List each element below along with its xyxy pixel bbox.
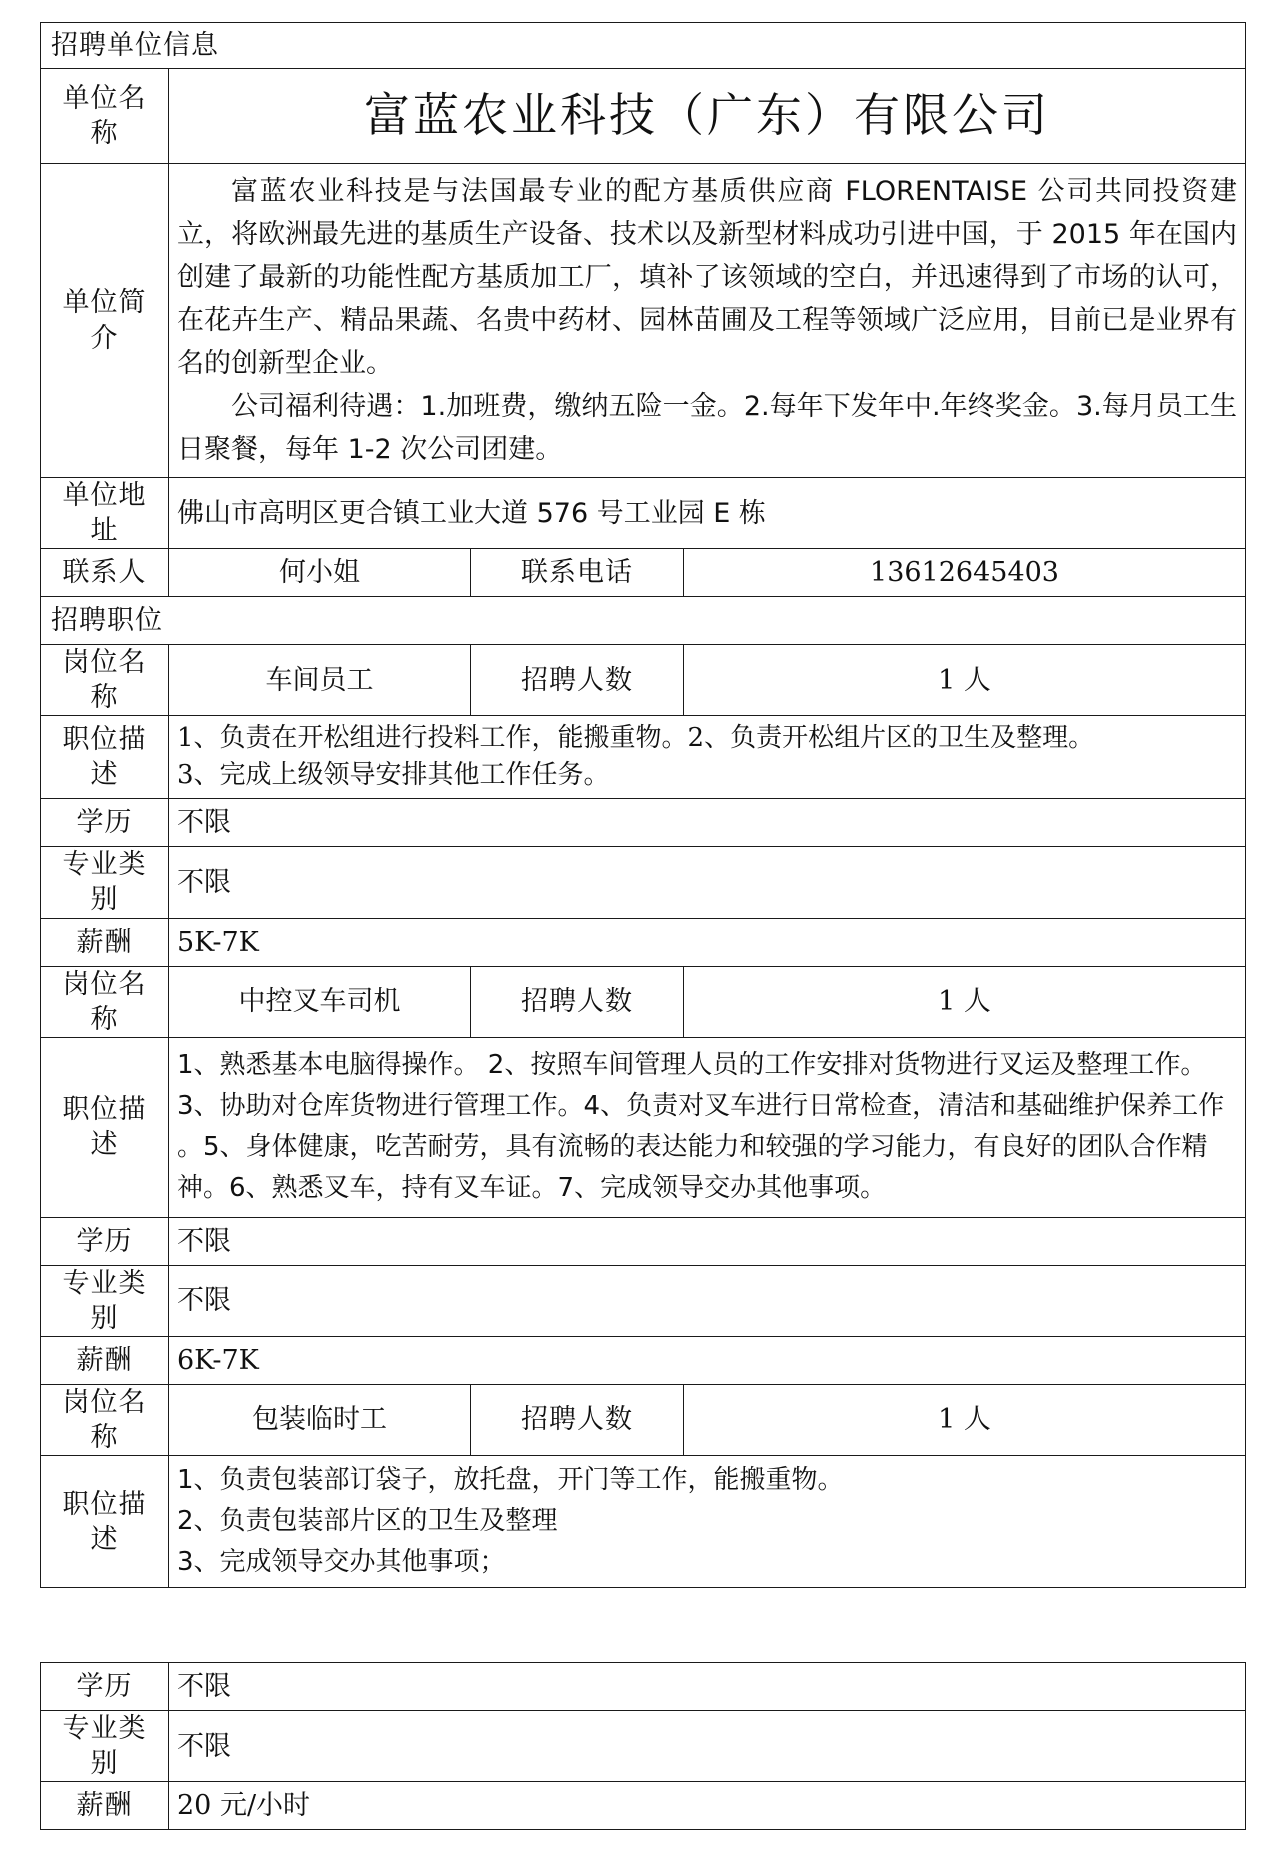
position-2-education: 不限 [169,1217,1246,1265]
position-3-description [169,1456,1246,1588]
position-3-major-row [41,1711,1246,1782]
position-3-description-line: 3、完成领导交办其他事项； [177,1547,506,1578]
salary-label: 薪酬 [41,1782,169,1830]
description-label: 职位描述 [41,716,169,799]
position-2-name: 中控叉车司机 [169,966,471,1037]
company-intro-label: 单位简介 [41,164,169,478]
contact-phone: 13612645403 [684,549,1246,597]
salary-label: 薪酬 [41,1336,169,1384]
position-2-salary-row [41,1336,1246,1384]
position-2-headcount: 1 人 [684,966,1246,1037]
position-3-description-row [41,1456,1246,1588]
contact-name: 何小姐 [169,549,471,597]
position-1-description-line: 3、完成上级领导安排其他工作任务。 [177,760,610,791]
company-name-row [41,69,1246,164]
position-1-description-row [41,716,1246,799]
major-label: 专业类别 [41,1265,169,1336]
position-1-major-row [41,847,1246,918]
headcount-label: 招聘人数 [471,645,684,716]
major-label: 专业类别 [41,847,169,918]
position-3-salary-row [41,1782,1246,1830]
education-label: 学历 [41,1217,169,1265]
position-name-label: 岗位名称 [41,1384,169,1455]
position-1-name: 车间员工 [169,645,471,716]
position-1-description-line: 1、负责在开松组进行投料工作，能搬重物。2、负责开松组片区的卫生及整理。 [177,723,1095,754]
salary-label: 薪酬 [41,918,169,966]
position-2-description-row [41,1037,1246,1217]
education-label: 学历 [41,799,169,847]
company-address-label: 单位地址 [41,478,169,549]
position-2-major-row [41,1265,1246,1336]
description-label: 职位描述 [41,1456,169,1588]
company-intro-paragraph: 富蓝农业科技是与法国最专业的配方基质供应商 FLORENTAISE 公司共同投资建立，将欧洲最先进的基质生产设备、技术以及新型材料成功引进中国，于 2015 年在国内创建了最新的功能性配方基质加工厂，填补了该领域的空白，并迅速得到了市场的认可，在花卉生产、精品果蔬、名贵中药材、园林苗圃及工程等领域广泛应用，目前已是业界有名的创新型企业。 [177,176,1237,379]
position-2-salary: 6K-7K [169,1336,1246,1384]
position-name-label: 岗位名称 [41,966,169,1037]
description-label: 职位描述 [41,1037,169,1217]
company-benefits-paragraph: 公司福利待遇：1.加班费，缴纳五险一金。2.每年下发年中.年终奖金。3.每月员工生日聚餐，每年 1-2 次公司团建。 [177,391,1237,465]
position-2-major: 不限 [169,1265,1246,1336]
company-section-row [41,23,1246,69]
headcount-label: 招聘人数 [471,966,684,1037]
positions-section-title: 招聘职位 [41,597,1246,645]
positions-section-row [41,597,1246,645]
company-name: 富蓝农业科技（广东）有限公司 [169,69,1246,164]
position-1-description [169,716,1246,799]
position-3-major: 不限 [169,1711,1246,1782]
position-3-description-line: 2、负责包装部片区的卫生及整理 [177,1506,558,1537]
position-3-education-row [41,1663,1246,1711]
position-3-header-row [41,1384,1246,1455]
position-2-education-row [41,1217,1246,1265]
position-1-headcount: 1 人 [684,645,1246,716]
position-1-education: 不限 [169,799,1246,847]
position-2-description: 1、熟悉基本电脑得操作。 2、按照车间管理人员的工作安排对货物进行叉运及整理工作。 3、协助对仓库货物进行管理工作。4、负责对叉车进行日常检查，清洁和基础维护保养工作 。5、身体健康，吃苦耐劳，具有流畅的表达能力和较强的学习能力，有良好的团队合作精神。6、熟悉叉车，持有叉车证。7、完成领导交办其他事项。 [169,1037,1246,1217]
position-3-salary: 20 元/小时 [169,1782,1246,1830]
recruitment-table-continued [40,1662,1246,1830]
recruitment-table [40,22,1246,1588]
company-section-title: 招聘单位信息 [41,23,1246,69]
position-1-major: 不限 [169,847,1246,918]
position-3-headcount: 1 人 [684,1384,1246,1455]
position-1-salary-row [41,918,1246,966]
company-address: 佛山市高明区更合镇工业大道 576 号工业园 E 栋 [169,478,1246,549]
position-3-name: 包装临时工 [169,1384,471,1455]
contact-label: 联系人 [41,549,169,597]
position-2-header-row [41,966,1246,1037]
phone-label: 联系电话 [471,549,684,597]
major-label: 专业类别 [41,1711,169,1782]
position-3-description-line: 1、负责包装部订袋子，放托盘，开门等工作，能搬重物。 [177,1465,844,1496]
position-name-label: 岗位名称 [41,645,169,716]
position-1-education-row [41,799,1246,847]
company-name-label: 单位名称 [41,69,169,164]
contact-row [41,549,1246,597]
company-intro [169,164,1246,478]
education-label: 学历 [41,1663,169,1711]
company-intro-row [41,164,1246,478]
position-1-salary: 5K-7K [169,918,1246,966]
position-1-header-row [41,645,1246,716]
company-address-row [41,478,1246,549]
position-3-education: 不限 [169,1663,1246,1711]
headcount-label: 招聘人数 [471,1384,684,1455]
